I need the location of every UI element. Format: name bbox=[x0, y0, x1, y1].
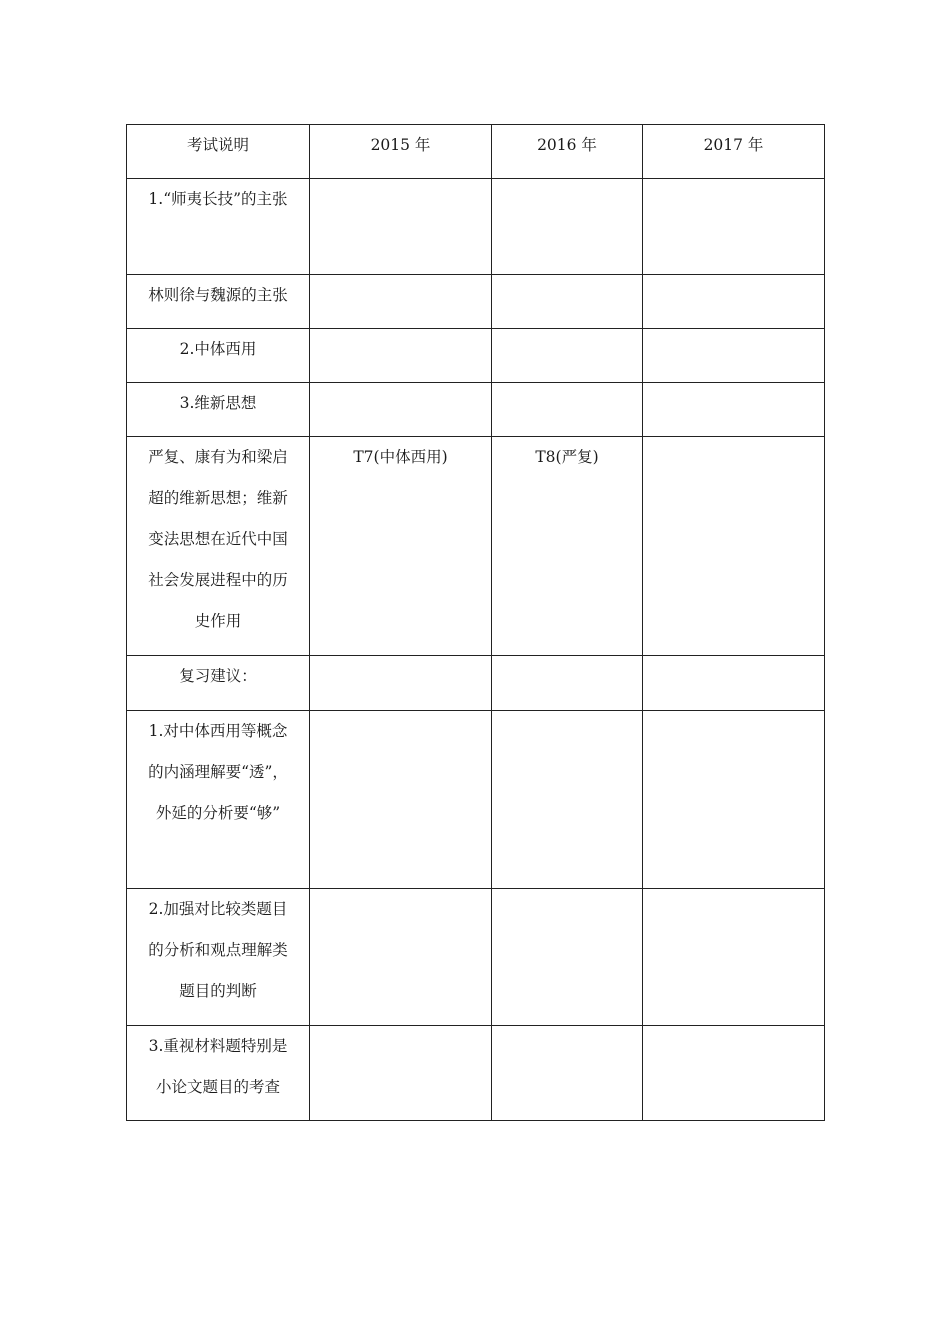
exam-analysis-table bbox=[126, 124, 825, 1121]
row-label: 2.中体西用 bbox=[127, 329, 310, 383]
header-cell-2016: 2016 年 bbox=[492, 125, 643, 179]
cell-2017 bbox=[643, 275, 825, 329]
header-cell-2017: 2017 年 bbox=[643, 125, 825, 179]
cell-2016 bbox=[492, 711, 643, 889]
cell-2016 bbox=[492, 889, 643, 1026]
cell-2017 bbox=[643, 383, 825, 437]
table-row bbox=[127, 1026, 825, 1121]
row-label: 林则徐与魏源的主张 bbox=[127, 275, 310, 329]
cell-2015 bbox=[310, 1026, 492, 1121]
header-row bbox=[127, 125, 825, 179]
table-row bbox=[127, 711, 825, 889]
cell-2016: T8(严复) bbox=[492, 437, 643, 656]
row-label: 1.“师夷长技”的主张 bbox=[127, 179, 310, 275]
cell-2016 bbox=[492, 329, 643, 383]
row-label: 3.重视材料题特别是小论文题目的考查 bbox=[127, 1026, 310, 1121]
table-row bbox=[127, 889, 825, 1026]
cell-2017 bbox=[643, 179, 825, 275]
cell-2015 bbox=[310, 383, 492, 437]
cell-2015 bbox=[310, 711, 492, 889]
cell-2015 bbox=[310, 275, 492, 329]
row-label: 复习建议： bbox=[127, 656, 310, 711]
table-row bbox=[127, 656, 825, 711]
row-label: 3.维新思想 bbox=[127, 383, 310, 437]
cell-2017 bbox=[643, 656, 825, 711]
cell-2017 bbox=[643, 329, 825, 383]
cell-2015 bbox=[310, 179, 492, 275]
header-cell-exam-notes: 考试说明 bbox=[127, 125, 310, 179]
cell-2015 bbox=[310, 889, 492, 1026]
cell-2015: T7(中体西用) bbox=[310, 437, 492, 656]
table-row bbox=[127, 179, 825, 275]
cell-2015 bbox=[310, 329, 492, 383]
header-cell-2015: 2015 年 bbox=[310, 125, 492, 179]
cell-2017 bbox=[643, 1026, 825, 1121]
cell-2017 bbox=[643, 889, 825, 1026]
cell-2016 bbox=[492, 275, 643, 329]
cell-2016 bbox=[492, 383, 643, 437]
row-label: 2.加强对比较类题目的分析和观点理解类题目的判断 bbox=[127, 889, 310, 1026]
table-row bbox=[127, 329, 825, 383]
cell-2016 bbox=[492, 1026, 643, 1121]
row-label: 严复、康有为和梁启超的维新思想；维新变法思想在近代中国社会发展进程中的历史作用 bbox=[127, 437, 310, 656]
cell-2017 bbox=[643, 437, 825, 656]
row-label: 1.对中体西用等概念的内涵理解要“透”，外延的分析要“够” bbox=[127, 711, 310, 889]
table-row bbox=[127, 383, 825, 437]
cell-2015 bbox=[310, 656, 492, 711]
table-row bbox=[127, 275, 825, 329]
cell-2016 bbox=[492, 179, 643, 275]
cell-2016 bbox=[492, 656, 643, 711]
table-row bbox=[127, 437, 825, 656]
cell-2017 bbox=[643, 711, 825, 889]
